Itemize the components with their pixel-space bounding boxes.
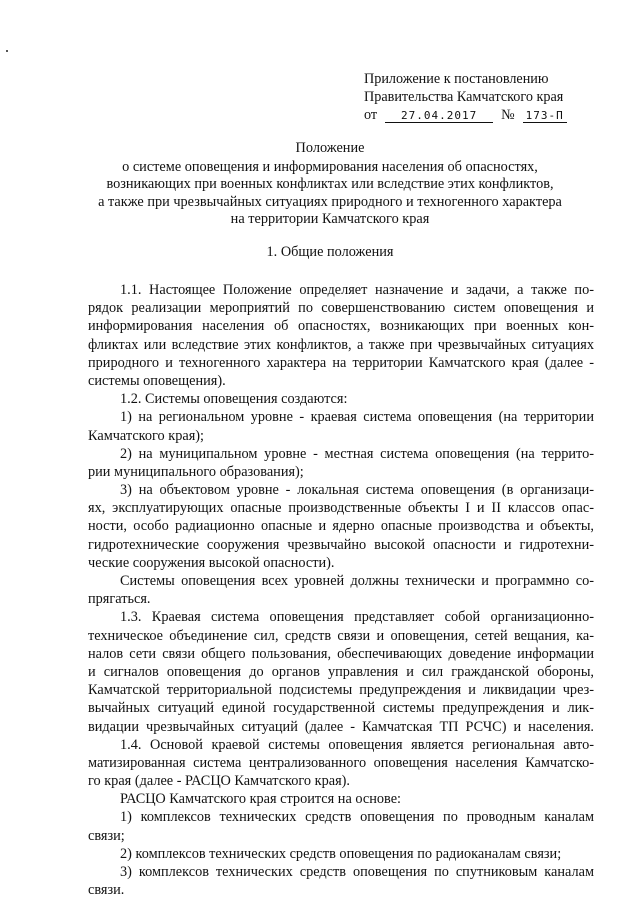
body-line: 1) комплексов технических средств оповещения по проводным каналам [120, 809, 594, 826]
body-line: 1) на региональном уровне - краевая система оповещения (на территории [120, 409, 594, 426]
body-line: вычайных ситуаций единой государственной системы предупреждения и лик- [88, 700, 594, 717]
body-line: матизированная система централизованного оповещения населения Камчатско- [88, 754, 594, 771]
body-line: связи; [88, 827, 125, 844]
body-line: гидротехнические сооружения чрезвычайно высокой опасности и гидротехни- [88, 536, 594, 553]
body-line: техническое объединение сил, средств связи и оповещения, сетей вещания, ка- [88, 627, 594, 644]
body-line: налов сети связи общего пользования, обеспечивающих доведение информации [88, 645, 594, 662]
body-line: 2) комплексов технических средств оповещения по радиоканалам связи; [120, 845, 562, 862]
body-line: 1.3. Краевая система оповещения представляет собой организационно- [120, 609, 594, 626]
appendix-line-2: Правительства Камчатского края [364, 89, 564, 105]
decree-date: 27.04.2017 [385, 109, 493, 123]
body-line: фликтах или вследствие этих конфликтов, а также при чрезвычайных ситуациях [88, 336, 594, 353]
body-line: рии муниципального образования); [88, 463, 304, 480]
number-label: № [501, 107, 515, 123]
title-line-2: возникающих при военных конфликтах или вследствие этих конфликтов, [106, 176, 554, 192]
from-label: от [364, 107, 378, 123]
body-line: Камчатской территориальной подсистемы предупреждения и ликвидации чрез- [88, 682, 594, 699]
body-line: системы оповещения). [88, 372, 226, 389]
appendix-block [364, 70, 567, 124]
body-line: видации чрезвычайных ситуаций (далее - Камчатская ТП РСЧС) и населения. [88, 718, 594, 735]
title-line-0: Положение [295, 140, 365, 156]
body-line: ческие сооружения высокой опасности). [88, 554, 335, 571]
body-line: го края (далее - РАСЦО Камчатского края). [88, 773, 350, 790]
body-line: природного и техногенного характера на территории Камчатского края (далее - [88, 354, 594, 371]
body-line: 1.1. Настоящее Положение определяет назначение и задачи, а также по- [120, 282, 594, 298]
decree-number: 173-П [523, 109, 567, 123]
title-line-1: о системе оповещения и информирования населения об опасностях, [122, 158, 538, 175]
scan-speck [6, 50, 8, 52]
body-line: 3) на объектовом уровне - локальная система оповещения (в организаци- [120, 482, 594, 499]
body-line: Камчатского края); [88, 427, 205, 444]
body-line: 2) на муниципальном уровне - местная система оповещения (на террито- [120, 445, 594, 462]
body-line: 3) комплексов технических средств оповещения по спутниковым каналам [120, 864, 594, 880]
body-line: Системы оповещения всех уровней должны технически и программно со- [120, 573, 594, 589]
body-line: прягаться. [88, 591, 151, 608]
body-line: ях, эксплуатирующих опасные производственные объекты I и II классов опас- [88, 500, 594, 517]
document-title [40, 140, 620, 229]
body-line: и сигналов оповещения до органов управления и сил гражданской обороны, [88, 663, 594, 680]
body-line: ности, особо радиационно опасные и ядерно опасные производства и объекты, [88, 518, 594, 535]
body-line: 1.4. Основой краевой системы оповещения является региональная авто- [120, 736, 594, 753]
document-body [88, 281, 594, 899]
title-line-4: на территории Камчатского края [230, 211, 430, 227]
body-line: рядок реализации мероприятий по совершенствованию систем оповещения и [88, 300, 594, 317]
body-line: 1.2. Системы оповещения создаются: [120, 391, 348, 408]
body-line: РАСЦО Камчатского края строится на основе: [120, 791, 402, 808]
body-line: связи. [88, 882, 125, 899]
title-line-3: а также при чрезвычайных ситуациях природного и техногенного характера [98, 193, 562, 210]
body-line: информирования населения об опасностях, возникающих при военных кон- [88, 318, 594, 335]
appendix-date-line [364, 106, 567, 124]
appendix-line-1: Приложение к постановлению [364, 71, 549, 87]
section-heading: 1. Общие положения [266, 244, 394, 260]
